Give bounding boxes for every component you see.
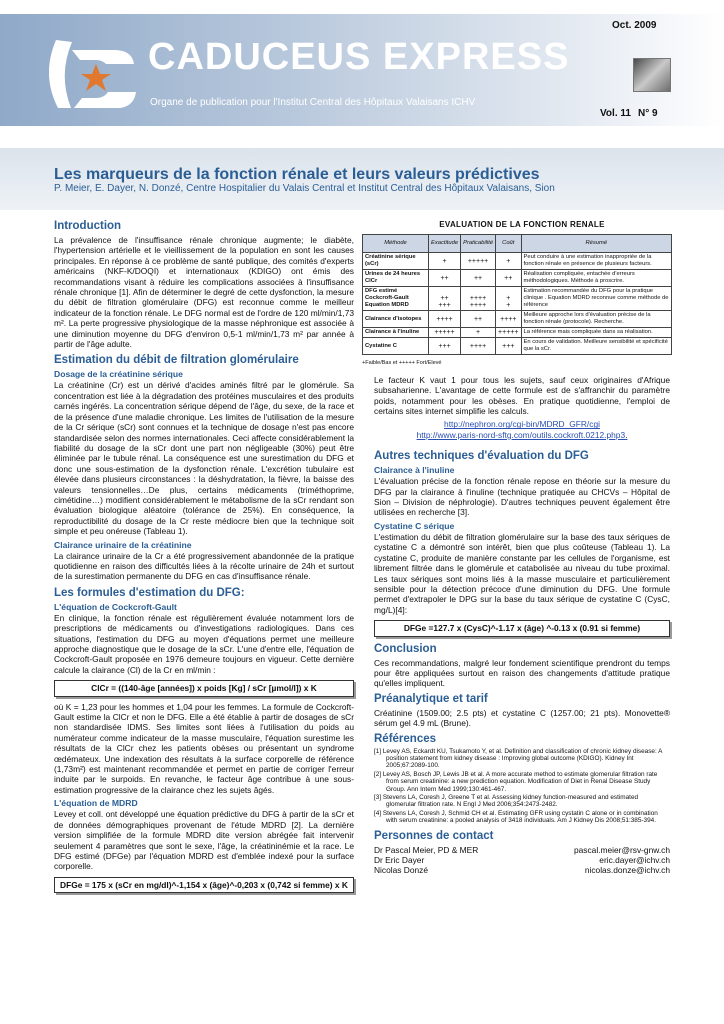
creatinine-paragraph: La créatinine (Cr) est un dérivé d'acides aminés filtré par le glomérule. Sa concentration est liée à la dégradation des protéines musculaires et des produits carnés ingérés. La concentration sérique dépend de l'âge, du sexe, de la race et de la présence d'une maladie chronique. Les limites de l'utilisation de la mesure de la Cr sérique (sCr) sont connues et la technique de dosage n'est pas encore standardisée selon des normes internationales. Ceci affecte considérablement la fiabilité du dosage de la sCr dont une part non négligeable (30%) peut être éliminée par le tubule rénal. La conséquence est une surestimation du DFG et donc une sous-estimation de la dysfonction rénale. L'excrétion tubulaire est élevée dans plusieurs circonstances : la déshydratation, la fièvre, la baisse des valeurs tensionnelles…De plus, certains médicaments (triméthoprime, cimétidine…) modifient considérablement le métabolisme de la sCr rendant son évaluation biologique aléatoire (tolérance de 25%). En conséquence, la reproductibilité du dosage de la Cr reste médiocre bien que la technique soit simple et peu onéreuse (Tableau 1). <box>54 380 354 537</box>
cockcroft-paragraph: En clinique, la fonction rénale est régulièrement évaluée notamment lors de prescriptions de médicaments ou d'investigations radiologiques. Dans ces situations, l'estimation du DFG au moyen d'équations permet une meilleure approche diagnostique que le dosage de la sCr. L'une d'entre elle, l'équation de Cockcroft-Gault proposée en 1976 demeure toujours en vigueur. Cette dernière calcule la clairance (Cl) de la Cr en ml/min : <box>54 612 354 675</box>
table-cell-score: ++++ ++++ <box>461 287 496 311</box>
table-cell-score: +++ <box>496 338 521 355</box>
references-heading: Références <box>374 732 437 745</box>
contact-name: Dr Pascal Meier, PD & MER <box>374 844 479 855</box>
table-body <box>363 253 672 355</box>
table-cell-score: + <box>429 253 461 270</box>
preanalytique-heading: Préanalytique et tarif <box>374 692 488 705</box>
table-note: +Faible/Bas et +++++ Fort/Elevé <box>362 360 442 367</box>
table-cell-summary: Meilleure approche lors d'évaluation précise de la fonction rénale (protocole). Recherche. <box>521 311 672 328</box>
table-cell-method: DFG estimé Cockcroft-Gault Equation MDRD <box>363 287 429 311</box>
table-row <box>363 270 672 287</box>
article-title: Les marqueurs de la fonction rénale et leurs valeurs prédictives <box>54 166 540 183</box>
mdrd-link[interactable]: http://nephron.org/cgi-bin/MDRD_GFR/cgi <box>444 419 600 430</box>
table-header-row <box>363 235 672 253</box>
table-cell-score: ++++ <box>429 311 461 328</box>
issue-date: Oct. 2009 <box>612 20 657 31</box>
table-cell-score: ++ <box>461 311 496 328</box>
k-paragraph: Le facteur K vaut 1 pour tous les sujets, sauf ceux originaires d'Afrique subsaharienne. L'avantage de cette formule est de s'affranchir du paramètre poids, notamment pour les obèses. En pratique quotidienne, l'emploi de certains sites internet simplifie les calculs. <box>374 374 670 417</box>
cystatine-formula: DFGe =127.7 x (CysC)^-1.17 x (âge) ^-0.13 x (0.91 si femme) <box>374 620 670 636</box>
table-row <box>363 287 672 311</box>
table-header: Praticabilité <box>461 235 496 253</box>
cockcroft-link[interactable] <box>374 430 670 440</box>
right-column <box>362 220 670 876</box>
autres-heading: Autres techniques d'évaluation du DFG <box>374 450 589 463</box>
table-cell-score: +++++ <box>461 253 496 270</box>
table-cell-summary: La référence mais compliquée dans sa réalisation. <box>521 328 672 338</box>
table-cell-score: +++++ <box>429 328 461 338</box>
link-period: . <box>625 429 628 440</box>
table-row <box>363 328 672 338</box>
table-cell-summary: Peut conduire à une estimation inappropriée de la fonction rénale en présence de plusieurs facteurs. <box>521 253 672 270</box>
formules-heading: Les formules d'estimation du DFG: <box>54 586 245 599</box>
conclusion-heading: Conclusion <box>374 642 437 655</box>
issue-volume: Vol. 11 <box>600 108 631 119</box>
table-cell-score: + <box>461 328 496 338</box>
table-cell-score: + <box>496 253 521 270</box>
table-header: Coût <box>496 235 521 253</box>
creatinine-subheading: Dosage de la créatinine sérique <box>54 369 183 380</box>
reference-item: [1] Levey AS, Eckardt KU, Tsukamoto Y, et al. Definition and classification of chronic kidney disease: A position statement from kidney disease : Improving global outcome (KDIGO). Kidney Int 2005;67:2089-100. <box>374 747 663 770</box>
left-column <box>54 220 354 898</box>
reference-item: [4] Stevens LA, Coresh J, Schmid CH et al. Estimating GFR using cystatin C alone or in combination with serum creatinine: a pooled analysis of 3418 individuals. Am J Kidney Dis 2008;51:385-394. <box>374 809 658 825</box>
intro-heading: Introduction <box>54 220 122 232</box>
issue-number: N° 9 <box>638 108 658 119</box>
cystatine-subheading: Cystatine C sérique <box>374 520 455 531</box>
cockcroft-formula: ClCr = ((140-âge [années]) x poids [Kg] / sCr [µmol/l]) x K <box>54 680 354 696</box>
table-row <box>363 311 672 328</box>
mdrd-subheading: L'équation de MDRD <box>54 798 138 809</box>
masthead-title: CADUCEUS EXPRESS <box>148 36 570 78</box>
table-header: Résumé <box>521 235 672 253</box>
references-list <box>374 748 670 825</box>
table-cell-score: ++ <box>429 270 461 287</box>
evaluation-table <box>362 234 672 355</box>
conclusion-paragraph: Ces recommandations, malgré leur fondement scientifique prendront du temps pour être appliquées surtout en raison des changements d'attitude pratique qu'elles impliquent. <box>374 657 670 689</box>
contact-email[interactable]: pascal.meier@rsv-gnw.ch <box>573 844 670 855</box>
contact-email[interactable]: eric.dayer@ichv.ch <box>599 855 670 866</box>
clairance-subheading: Clairance urinaire de la créatinine <box>54 539 192 550</box>
masthead <box>0 0 724 140</box>
estimation-heading: Estimation du débit de filtration glomérulaire <box>54 354 299 367</box>
caduceus-logo-icon <box>36 30 144 118</box>
table-cell-method: Clairance d'isotopes <box>363 311 429 328</box>
table-header: Méthode <box>363 235 429 253</box>
cockcroft-link-url[interactable]: http://www.paris-nord-sftg.com/outils.cockroft.0212.php3 <box>416 429 626 440</box>
reference-item: [2] Levey AS, Bosch JP, Lewis JB et al. A more accurate method to estimate glomerular filtration rate from serum creatinine: a new prediction equation. Modification of Diet in Renal Disease Study Group. Ann Intern Med 1999;130:461-467. <box>374 770 658 793</box>
table-cell-summary: Réalisation compliquée, entachée d'erreurs méthodologiques. Méthode à proscrire. <box>521 270 672 287</box>
table-row <box>363 253 672 270</box>
article-authors: P. Meier, E. Dayer, N. Donzé, Centre Hospitalier du Valais Central et Institut Central des Hôpitaux Valaisans, Sion <box>54 183 555 194</box>
laboratory-photo <box>633 58 671 92</box>
clairance-paragraph: La clairance urinaire de la Cr a été progressivement abandonnée de la pratique quotidienne en raison des difficultés liées à la récolte urinaire de 24h et surtout de la surestimation permanente du DFG en cas d'insuffisance rénale. <box>54 550 354 582</box>
contact-name: Nicolas Donzé <box>374 865 428 876</box>
cockcroft-subheading: L'équation de Cockcroft-Gault <box>54 601 177 612</box>
contact-name: Dr Eric Dayer <box>374 855 425 866</box>
inuline-paragraph: L'évaluation précise de la fonction rénale repose en théorie sur la mesure du DFG par la clairance à l'inuline (technique pratiquée au CHCVs – Hôpital de Sion – Division de néphrologie). D'autres techniques peuvent également être utilisées en recherche [3]. <box>374 476 670 518</box>
contact-email[interactable]: nicolas.donze@ichv.ch <box>584 865 670 876</box>
intro-paragraph: La prévalence de l'insuffisance rénale chronique augmente; le diabète, l'hypertension artérielle et le vieillissement de la population en sont les causes principales. En réponse à ce problème de santé publique, des comités d'experts américains (NKF-K/DOQI) et internationaux (KDIGO) ont émis des recommandations visant à réduire les complications associées à l'insuffisance rénale chronique [1]. Afin de déterminer le degré de cette dysfonction, la mesure du débit de filtration glomérulaire (DFG) est reconnue comme le meilleur indicateur de la fonction rénale. Le DFG normal est de l'ordre de 120 ml/min/1,73 m². La perte progressive physiologique de la masse néphronique est associée à une diminution moyenne du DFG d'environ 0,5-1 ml/min/1,73 m² par année à partir de l'âge adulte. <box>54 235 355 350</box>
contacts-heading: Personnes de contact <box>374 829 494 842</box>
preanalytique-paragraph: Créatinine (1509.00; 2.5 pts) et cystatine C (1257.00; 21 pts). Monovette® sérum gel 4.9 mL (Brune). <box>374 707 670 729</box>
inuline-subheading: Clairance à l'inuline <box>374 465 455 476</box>
table-row <box>363 338 672 355</box>
contacts-list <box>374 845 670 876</box>
masthead-subtitle: Organe de publication pour l'Institut Central des Hôpitaux Valaisans ICHV <box>150 97 476 108</box>
table-cell-summary: Estimation recommandée du DFG pour la pratique clinique . Equation MDRD reconnue comme méthode de référence <box>521 287 672 311</box>
table-cell-method: Créatinine sérique (sCr) <box>363 253 429 270</box>
cystatine-paragraph: L'estimation du débit de filtration glomérulaire sur la base des taux sériques de cystatine C a démontré son intérêt, bien que plus coûteuse (Tableau 1). La cystatine C, produite de manière constante par les cellules de l'organisme, est librement filtrée dans le glomérule et catabolisée au niveau du tube proximal. Les taux sériques sont moins liés à la masse musculaire et particulièrement sensible pour la détection précoce d'une diminution du DFG. Une formule permet d'extrapoler le DPG sur la base du taux sérique de cystatine C (CysC, mg/L)[4]: <box>374 531 670 615</box>
table-cell-method: Cystatine C <box>363 338 429 355</box>
table-cell-score: ++ <box>496 270 521 287</box>
mdrd-formula: DFGe = 175 x (sCr en mg/dl)^-1,154 x (âge)^-0,203 x (0,742 si femme) x K <box>54 877 354 893</box>
table-cell-score: ++ <box>461 270 496 287</box>
mdrd-paragraph: Levey et coll. ont développé une équation prédictive du DFG à partir de la sCr et de données démographiques provenant de l'étude MDRD [2]. La dernière version simplifiée de la formule MDRD dite version abrégée fait intervenir seulement 4 paramètres que sont le sexe, l'âge, la créatininémie et la race. Le DFG estimé (DFGe) par l'équation MDRD est d'emblée indexé pour la surface corporelle. <box>54 809 354 872</box>
table-header: Exactitude <box>429 235 461 253</box>
table-cell-score: +++++ <box>496 328 521 338</box>
table-cell-score: ++++ <box>461 338 496 355</box>
table-cell-method: Urines de 24 heures ClCr <box>363 270 429 287</box>
reference-item: [3] Stevens LA, Coresh J, Greene T et al. Assessing kidney function-measured and estimated glomerular filtration rate. N Engl J Med 2006;354:2473-2482. <box>374 794 639 809</box>
cockcroft-paragraph-2: où K = 1,23 pour les hommes et 1,04 pour les femmes. La formule de Cockcroft-Gault estime la ClCr et non le DFG. Elle a été établie à partir de dosages de sCr non standardisée IDMS. Ses limites sont liées à l'utilisation du poids au numérateur comme indicateur de la masse musculaire, l'équation surestime les résultats de la ClCr chez les patients obèses ou présentant un syndrome œdémateux. Une indexation des résultats à la surface corporelle de référence (1,73m²) est maintenant recommandée et permet en partie de corriger l'erreur induite par le surpoids. En revanche, le facteur âge contribue à une sous-estimation progressive de la clairance chez les sujets âgés. <box>54 701 354 795</box>
table-cell-score: +++ <box>429 338 461 355</box>
table-cell-score: + + <box>496 287 521 311</box>
table-cell-summary: En cours de validation. Meilleure sensibilité et spécificité que la sCr. <box>521 338 672 355</box>
table-title: EVALUATION DE LA FONCTION RENALE <box>439 220 605 229</box>
table-cell-method: Clairance à l'inuline <box>363 328 429 338</box>
table-cell-score: ++ +++ <box>429 287 461 311</box>
table-cell-score: ++++ <box>496 311 521 328</box>
